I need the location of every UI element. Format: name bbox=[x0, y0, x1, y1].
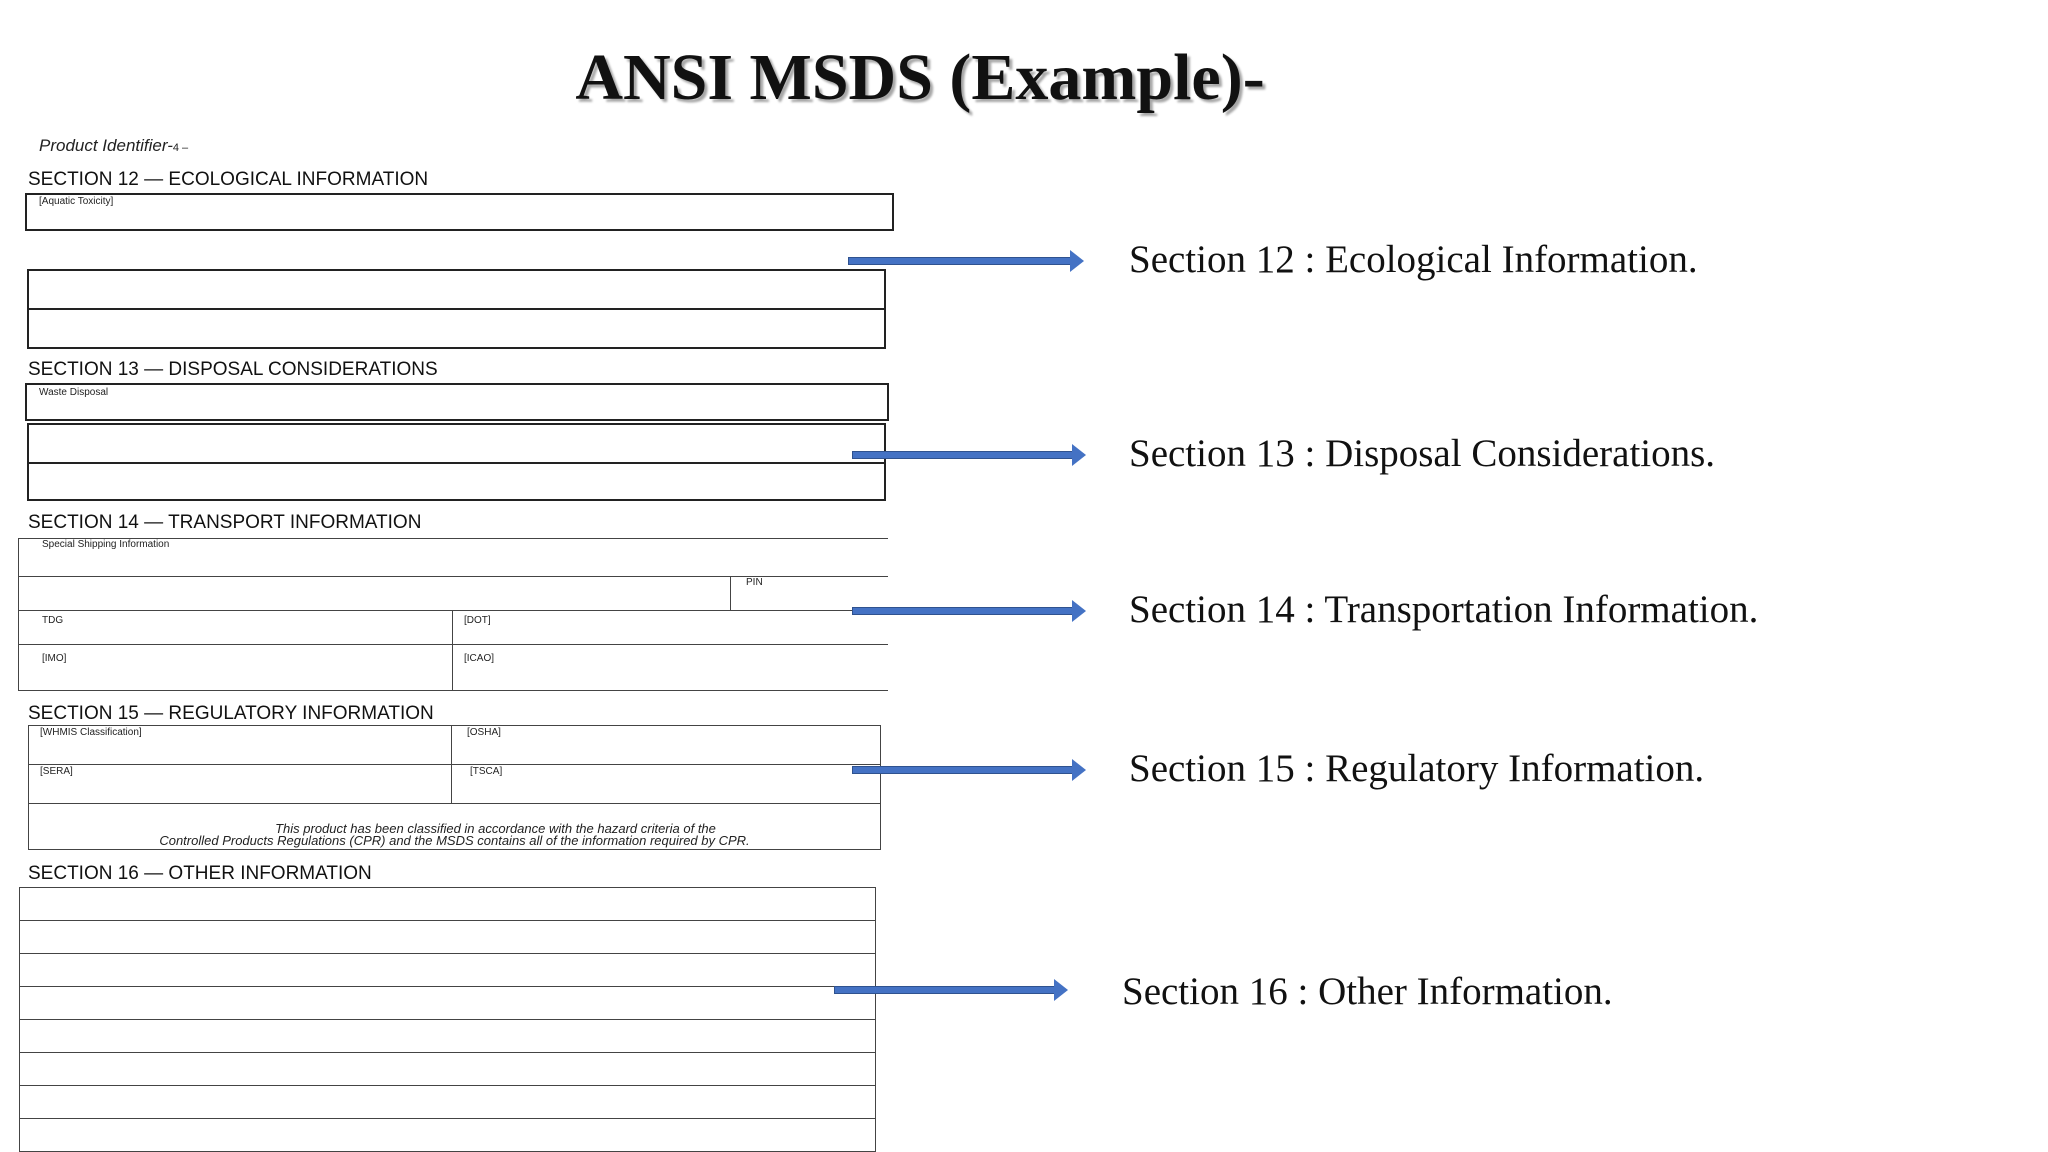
waste-disposal-box bbox=[25, 383, 889, 421]
arrow-section-15 bbox=[852, 763, 1086, 777]
other-information-grid bbox=[19, 887, 876, 1152]
aquatic-toxicity-box bbox=[25, 193, 894, 231]
whmis-label: [WHMIS Classification] bbox=[40, 727, 142, 738]
aquatic-toxicity-label: [Aquatic Toxicity] bbox=[39, 196, 114, 207]
regulatory-grid bbox=[28, 725, 881, 850]
section-14-heading: SECTION 14 — TRANSPORT INFORMATION bbox=[28, 512, 422, 533]
section-12-extra-box bbox=[27, 269, 886, 349]
sera-label: [SERA] bbox=[40, 766, 73, 777]
section-12-heading: SECTION 12 — ECOLOGICAL INFORMATION bbox=[28, 169, 429, 190]
section-15-heading: SECTION 15 — REGULATORY INFORMATION bbox=[28, 703, 434, 724]
section-13-heading: SECTION 13 — DISPOSAL CONSIDERATIONS bbox=[28, 359, 438, 380]
osha-label: [OSHA] bbox=[467, 727, 501, 738]
icao-label: [ICAO] bbox=[464, 653, 495, 664]
section-12-divider bbox=[29, 308, 884, 310]
tsca-label: [TSCA] bbox=[470, 766, 503, 777]
section-13-extra-box bbox=[27, 423, 886, 501]
page-marker: 4 – bbox=[172, 142, 189, 154]
arrow-section-12 bbox=[848, 254, 1084, 268]
arrow-section-16 bbox=[834, 983, 1068, 997]
pin-label: PIN bbox=[746, 577, 763, 588]
product-identifier-label: Product Identifier- bbox=[39, 136, 173, 155]
section-13-divider bbox=[29, 462, 884, 464]
slide-title: ANSI MSDS (Example)- bbox=[575, 41, 1265, 114]
waste-disposal-label: Waste Disposal bbox=[39, 387, 109, 398]
label-section-12: Section 12 : Ecological Information. bbox=[1129, 238, 1698, 281]
dot-label: [DOT] bbox=[464, 615, 491, 626]
label-section-13: Section 13 : Disposal Considerations. bbox=[1129, 432, 1716, 475]
label-section-14: Section 14 : Transportation Information. bbox=[1129, 588, 1759, 631]
tdg-label: TDG bbox=[42, 615, 64, 626]
imo-label: [IMO] bbox=[42, 653, 67, 664]
cpr-note bbox=[29, 823, 880, 847]
label-section-16: Section 16 : Other Information. bbox=[1122, 970, 1613, 1013]
section-16-heading: SECTION 16 — OTHER INFORMATION bbox=[28, 863, 372, 884]
product-identifier bbox=[39, 136, 188, 156]
special-shipping-label: Special Shipping Information bbox=[42, 539, 170, 550]
arrow-section-13 bbox=[852, 448, 1086, 462]
cpr-note-line2: Controlled Products Regulations (CPR) and the MSDS contains all of the information required by CPR. bbox=[159, 833, 750, 848]
cpr-note-line1: This product has been classified in accordance with the hazard criteria of the bbox=[275, 821, 716, 836]
arrow-section-14 bbox=[852, 604, 1086, 618]
label-section-15: Section 15 : Regulatory Information. bbox=[1129, 747, 1705, 790]
